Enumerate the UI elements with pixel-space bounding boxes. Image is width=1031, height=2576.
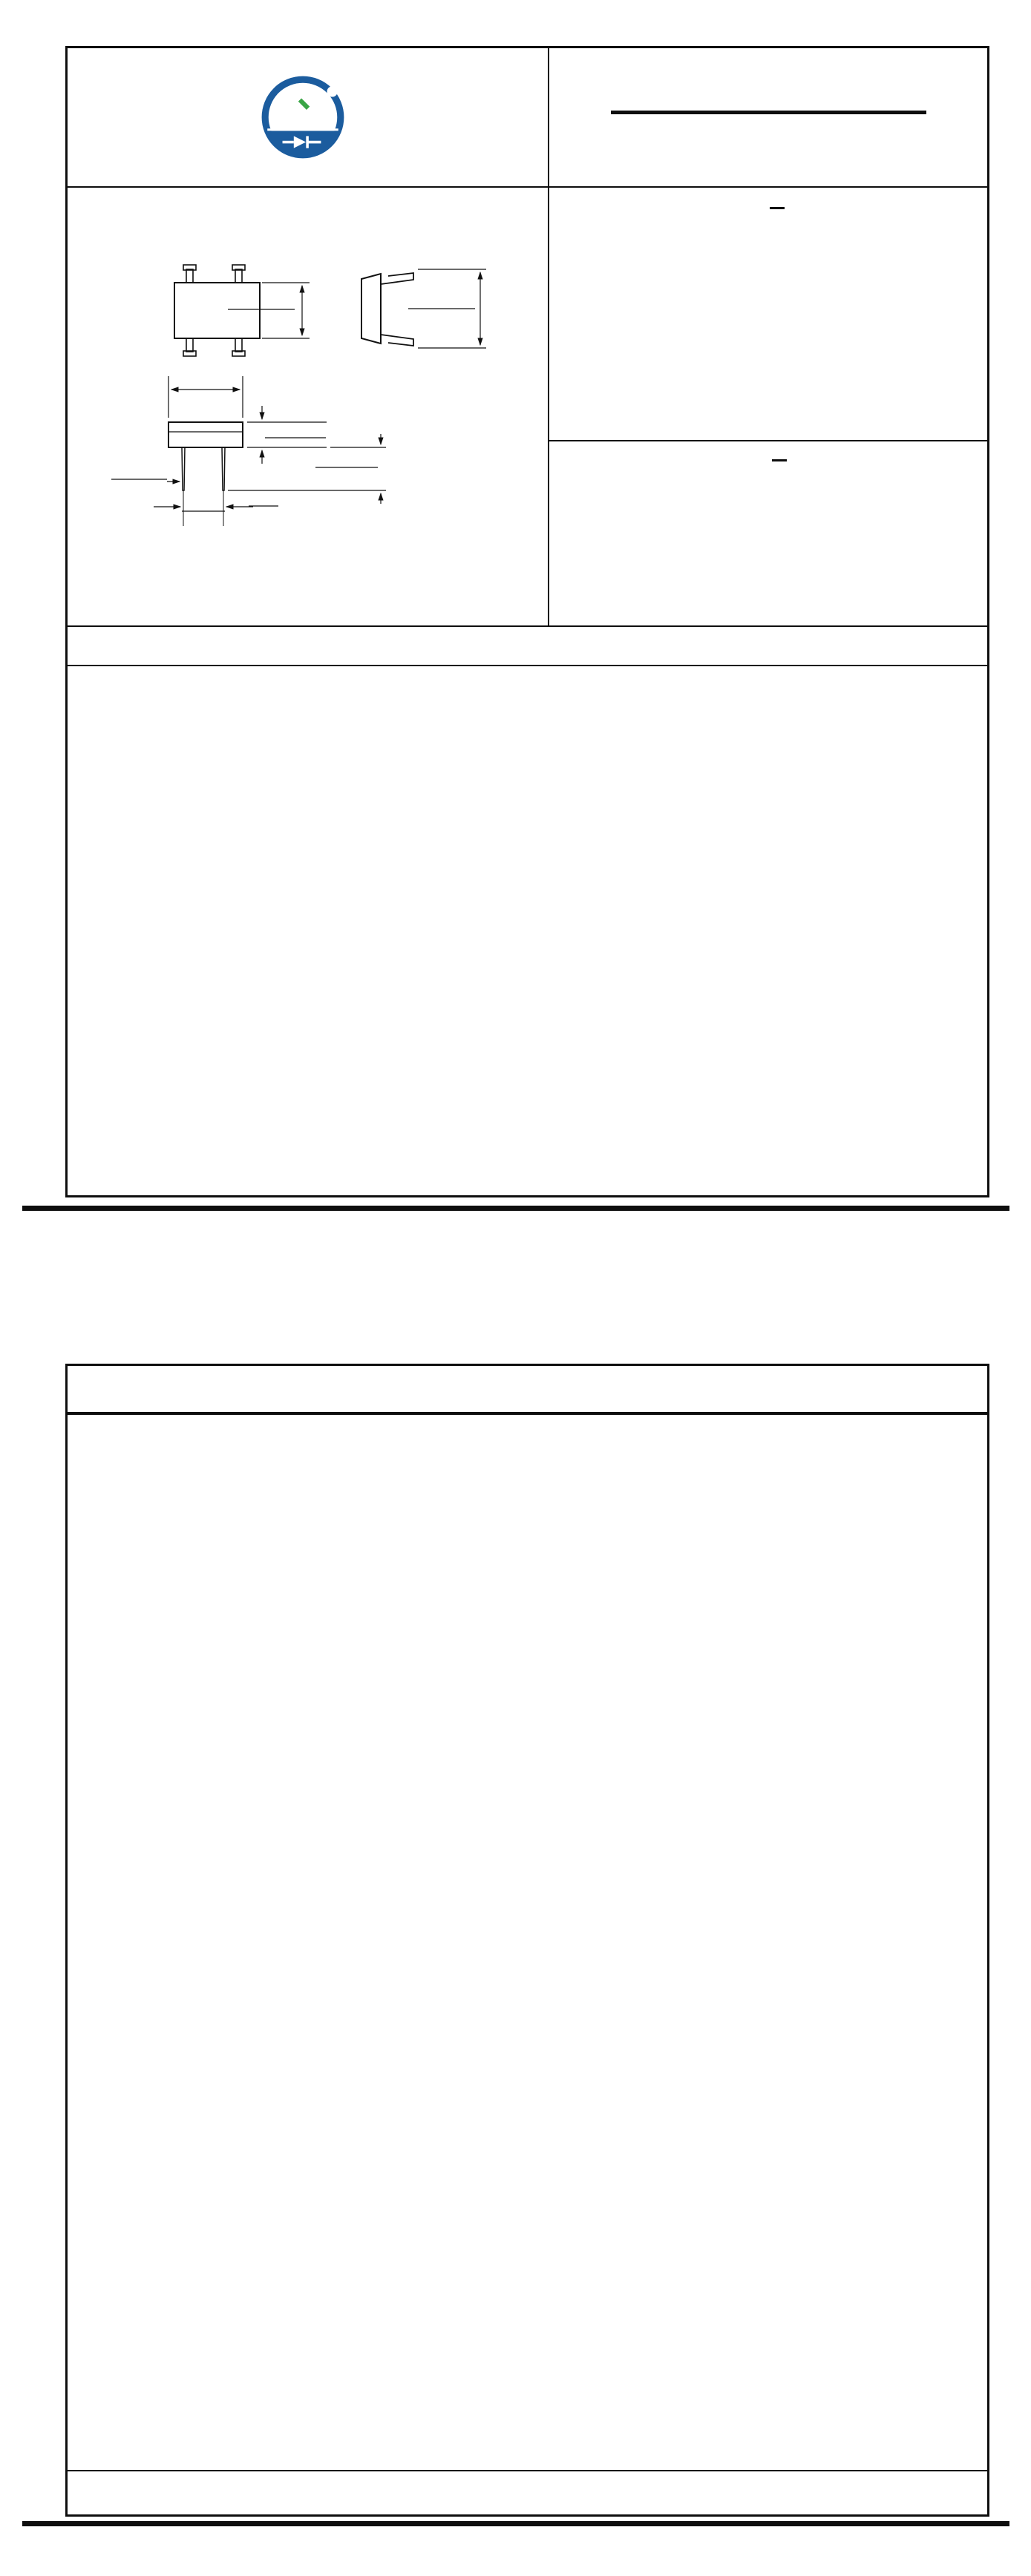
reference-disclaimer	[68, 2470, 987, 2514]
ratings-section-heading	[68, 625, 987, 666]
figure-forward-current-derating	[75, 1434, 531, 1770]
figure-junction-capacitance	[75, 2132, 531, 2467]
header	[68, 48, 987, 188]
figure-reverse-characteristics	[531, 1783, 987, 2118]
mechanical-heading	[772, 457, 787, 461]
title-underline	[611, 111, 926, 114]
footer-rule-2	[22, 2521, 1009, 2526]
features-section	[549, 186, 987, 441]
figure-peak-surge-current	[531, 1434, 987, 1770]
package-drawing	[68, 186, 549, 625]
logo-icon	[258, 72, 348, 162]
figure-thermal-impedance	[531, 2132, 987, 2467]
figure-forward-characteristics	[75, 1783, 531, 2118]
curves-section-heading	[68, 1366, 987, 1415]
title-block	[549, 48, 987, 186]
package-outline-diagram	[71, 186, 546, 617]
company-logo	[68, 48, 549, 186]
ratings-conditions	[68, 666, 987, 672]
datasheet-page-2	[65, 1364, 989, 2517]
datasheet-page-1	[65, 46, 989, 1197]
mechanical-data-section	[549, 441, 987, 625]
footer-rule-1	[22, 1206, 1009, 1211]
features-heading	[770, 205, 785, 209]
